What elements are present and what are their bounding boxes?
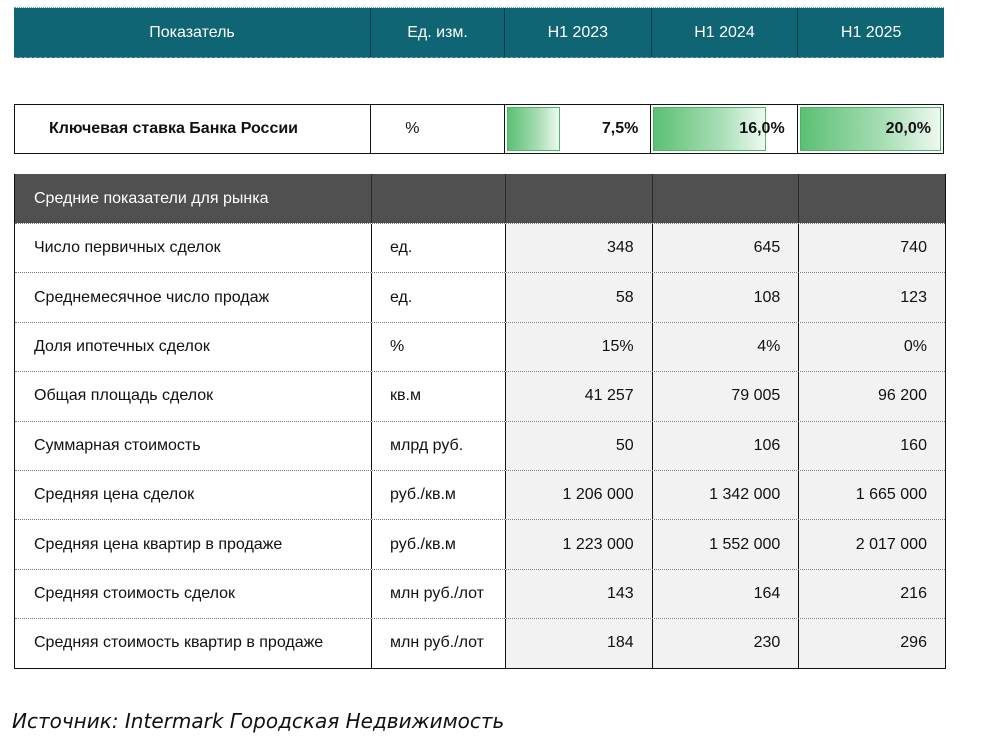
key-rate-unit: % bbox=[370, 105, 504, 153]
row-value-h1-2025: 2 017 000 bbox=[798, 520, 945, 568]
row-value-h1-2023: 184 bbox=[505, 619, 652, 667]
row-value-h1-2023: 41 257 bbox=[505, 372, 652, 420]
header-period-2: H1 2024 bbox=[651, 8, 798, 57]
row-value-h1-2025: 96 200 bbox=[798, 372, 945, 420]
row-value-h1-2023: 58 bbox=[505, 273, 652, 321]
header-indicator: Показатель bbox=[149, 23, 235, 41]
row-label: Доля ипотечных сделок bbox=[34, 337, 210, 355]
row-value-h1-2024: 106 bbox=[652, 422, 799, 470]
row-value-h1-2023: 1 223 000 bbox=[505, 520, 652, 568]
row-label: Суммарная стоимость bbox=[34, 436, 201, 454]
table-row bbox=[15, 421, 945, 470]
row-label: Число первичных сделок bbox=[34, 239, 221, 257]
row-value-h1-2024: 1 342 000 bbox=[652, 471, 799, 519]
row-value-h1-2024: 164 bbox=[652, 570, 799, 618]
row-unit: руб./кв.м bbox=[371, 520, 505, 568]
row-value-h1-2023: 1 206 000 bbox=[505, 471, 652, 519]
key-rate-row bbox=[14, 104, 944, 154]
row-unit: млн руб./лот bbox=[371, 619, 505, 667]
table-row bbox=[15, 322, 945, 371]
row-value-h1-2025: 160 bbox=[798, 422, 945, 470]
row-value-h1-2024: 230 bbox=[652, 619, 799, 667]
key-rate-bar-1 bbox=[507, 107, 560, 151]
table-row bbox=[15, 569, 945, 618]
row-label: Среднемесячное число продаж bbox=[34, 288, 270, 306]
row-value-h1-2025: 216 bbox=[798, 570, 945, 618]
source-note: Источник: Intermark Городская Недвижимость bbox=[12, 709, 505, 733]
header-unit: Ед. изм. bbox=[370, 8, 504, 57]
table-row bbox=[15, 272, 945, 321]
row-value-h1-2024: 4% bbox=[652, 323, 799, 371]
table-row bbox=[15, 519, 945, 568]
row-value-h1-2023: 143 bbox=[505, 570, 652, 618]
row-value-h1-2024: 108 bbox=[652, 273, 799, 321]
header-period-1: H1 2023 bbox=[504, 8, 651, 57]
row-value-h1-2025: 740 bbox=[798, 224, 945, 272]
row-label: Средняя стоимость квартир в продаже bbox=[34, 634, 324, 652]
header-top-border bbox=[14, 7, 944, 8]
row-unit: руб./кв.м bbox=[371, 471, 505, 519]
row-value-h1-2025: 0% bbox=[798, 323, 945, 371]
market-section-header bbox=[15, 174, 945, 223]
key-rate-cell-1 bbox=[504, 105, 650, 153]
row-value-h1-2024: 79 005 bbox=[652, 372, 799, 420]
table-header bbox=[14, 8, 944, 58]
table-row bbox=[15, 223, 945, 272]
row-unit: млрд руб. bbox=[371, 422, 505, 470]
row-unit: ед. bbox=[371, 273, 505, 321]
key-rate-value-1: 7,5% bbox=[601, 120, 639, 137]
header-period-3: H1 2025 bbox=[797, 8, 944, 57]
key-rate-value-2: 16,0% bbox=[739, 120, 785, 137]
table-row bbox=[15, 371, 945, 420]
row-value-h1-2023: 15% bbox=[505, 323, 652, 371]
row-label: Средняя стоимость сделок bbox=[34, 584, 236, 602]
key-rate-value-3: 20,0% bbox=[885, 120, 931, 137]
row-value-h1-2024: 645 bbox=[652, 224, 799, 272]
row-label: Общая площадь сделок bbox=[34, 387, 214, 405]
row-unit: млн руб./лот bbox=[371, 570, 505, 618]
row-value-h1-2025: 296 bbox=[798, 619, 945, 667]
row-unit: ед. bbox=[371, 224, 505, 272]
table-row bbox=[15, 618, 945, 667]
market-table bbox=[14, 174, 946, 669]
market-section-title: Средние показатели для рынка bbox=[34, 189, 269, 207]
key-rate-label: Ключевая ставка Банка России bbox=[49, 120, 299, 137]
key-rate-cell-2 bbox=[650, 105, 796, 153]
row-value-h1-2025: 123 bbox=[798, 273, 945, 321]
row-unit: % bbox=[371, 323, 505, 371]
row-unit: кв.м bbox=[371, 372, 505, 420]
row-label: Средняя цена квартир в продаже bbox=[34, 535, 283, 553]
row-value-h1-2023: 50 bbox=[505, 422, 652, 470]
table-row bbox=[15, 470, 945, 519]
row-value-h1-2025: 1 665 000 bbox=[798, 471, 945, 519]
row-label: Средняя цена сделок bbox=[34, 486, 195, 504]
row-value-h1-2024: 1 552 000 bbox=[652, 520, 799, 568]
row-value-h1-2023: 348 bbox=[505, 224, 652, 272]
key-rate-cell-3 bbox=[797, 105, 943, 153]
